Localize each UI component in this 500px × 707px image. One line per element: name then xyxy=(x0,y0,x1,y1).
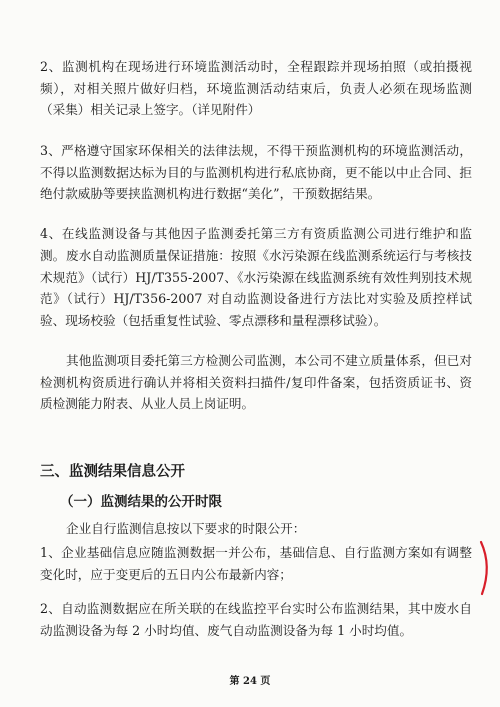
paragraph-wastewater-qa: 废水自动监测质量保证措施：按照《水污染源在线监测系统运行与考核技术规范》（试行）HJ/T355-2007、《水污染源在线监测系统有效性判别技术规范》（试行）HJ/T356-2007 对自动监测设备进行方法比对实验及质控样试验、现场校验（包括重复性试验、零点漂移和量程漂移试验）。 xyxy=(40,248,472,328)
section-heading: 三、监测结果信息公开 xyxy=(40,464,185,480)
page-number: 第 24 页 xyxy=(229,676,271,687)
paragraph-2: 2、监测机构在现场进行环境监测活动时，全程跟踪并现场拍照（或拍摄视频），对相关照片做好归档，环境监测活动结束后，负责人必须在现场监测（采集）相关记录上签字。（详见附件） xyxy=(40,59,472,117)
paragraph-3: 3、严格遵守国家环保相关的法律法规，不得干预监测机构的环境监测活动，不得以监测数据达标为目的与监测机构进行私底协商，更不能以中止合同、拒绝付款威胁等要挟监测机构进行数据“美化”，干预数据结果。 xyxy=(40,143,472,201)
paragraph-disclosure-2: 2、自动监测数据应在所关联的在线监控平台实时公布监测结果，其中废水自动监测设备为每 2 小时均值、废气自动监测设备为每 1 小时均值。 xyxy=(40,601,472,638)
paragraph-other-monitoring: 其他监测项目委托第三方检测公司监测，本公司不建立质量体系，但已对检测机构资质进行确认并将相关资料扫描件/复印件备案，包括资质证书、资质检测能力附表、从业人员上岗证明。 xyxy=(40,353,472,411)
paragraph-4: 4、在线监测设备与其他因子监测委托第三方有资质监测公司进行维护和监测。 xyxy=(40,226,472,263)
red-pen-mark xyxy=(478,540,494,596)
paragraph-disclosure-intro: 企业自行监测信息按以下要求的时限公开： xyxy=(66,521,306,536)
subsection-heading: （一）监测结果的公开时限 xyxy=(60,494,222,510)
paragraph-disclosure-1: 1、企业基础信息应随监测数据一并公布，基础信息、自行监测方案如有调整变化时，应于变更后的五日内公布最新内容； xyxy=(40,545,472,582)
